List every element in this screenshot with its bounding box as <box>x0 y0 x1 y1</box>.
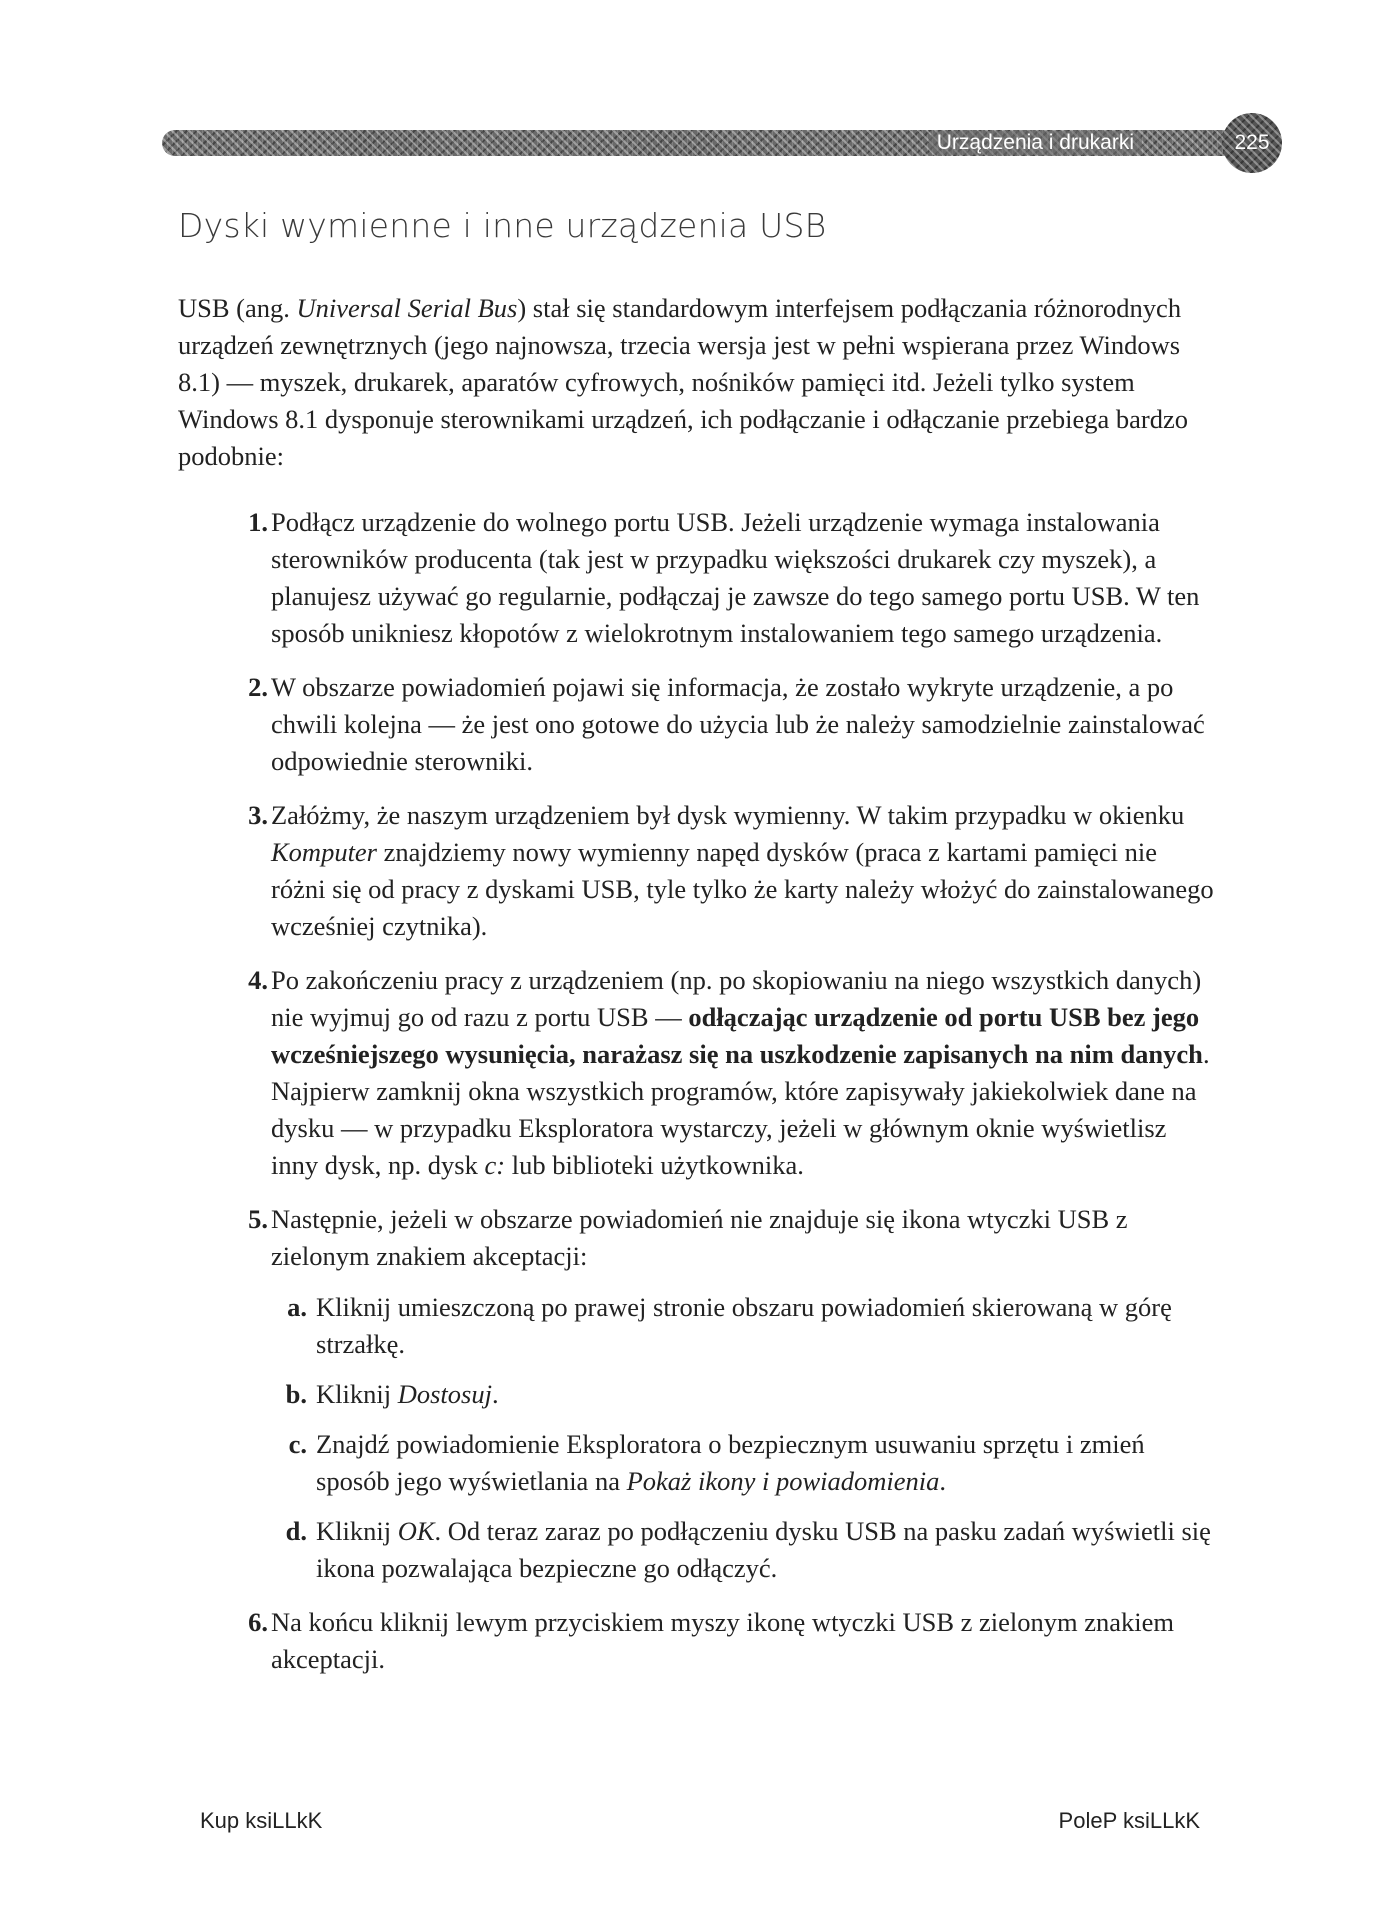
step-text <box>271 1201 1218 1275</box>
list-item <box>271 1513 1218 1587</box>
substep-text <box>316 1513 1218 1587</box>
step-text <box>271 669 1218 780</box>
list-item <box>271 1289 1218 1363</box>
step-number: 1. <box>248 507 268 537</box>
steps-list <box>178 504 1218 1678</box>
text-run: . Od teraz zaraz po podłączeniu dysku USB na pasku zadań wyświetli się ikona pozwalająca bezpieczne go odłączyć. <box>316 1516 1211 1583</box>
text-run: USB (ang. <box>178 293 297 323</box>
bold-text: odłączając urządzenie od portu USB bez jego wcześniejszego wysunięcia, narażasz się na uszkodzenie zapisanych na nim danych <box>271 1002 1203 1069</box>
section-title: Dyski wymienne i inne urządzenia USB <box>178 206 827 245</box>
step-text <box>271 962 1218 1184</box>
page-number: 225 <box>1234 131 1270 154</box>
text-run: Załóżmy, że naszym urządzeniem był dysk wymienny. W takim przypadku w okienku <box>271 800 1185 830</box>
text-run: W obszarze powiadomień pojawi się informacja, że zostało wykryte urządzenie, a po chwili kolejna — że jest ono gotowe do użycia lub że należy samodzielnie zainstalować odpowiednie sterowniki. <box>271 672 1205 776</box>
step-text <box>271 504 1218 652</box>
substep-letter: c. <box>288 1429 307 1459</box>
italic-text: Dostosuj <box>397 1379 492 1409</box>
list-item <box>178 797 1218 945</box>
text-run: Po zakończeniu pracy z urządzeniem (np. po skopiowaniu na niego wszystkich danych) nie wyjmuj go od razu z portu USB — <box>271 965 1202 1032</box>
list-item <box>271 1426 1218 1500</box>
step-text <box>271 1604 1218 1678</box>
list-item <box>178 962 1218 1184</box>
step-text <box>271 797 1218 945</box>
list-item <box>178 669 1218 780</box>
footer-buy-link[interactable]: Kup ksiLLkK <box>200 1808 323 1833</box>
text-run: . <box>939 1466 947 1496</box>
text-run: . <box>491 1379 499 1409</box>
substep-text <box>316 1426 1218 1500</box>
text-run: Kliknij umieszczoną po prawej stronie obszaru powiadomień skierowaną w górę strzałkę. <box>316 1292 1172 1359</box>
text-run: Następnie, jeżeli w obszarze powiadomień nie znajduje się ikona wtyczki USB z zielonym znakiem akceptacji: <box>271 1204 1128 1271</box>
substeps-list <box>271 1289 1218 1587</box>
step-number: 6. <box>248 1607 268 1637</box>
substep-letter: a. <box>287 1292 307 1322</box>
step-number: 5. <box>248 1204 268 1234</box>
text-run: ) stał się standardowym interfejsem podłączania różnorodnych urządzeń zewnętrznych (jego najnowsza, trzecia wersja jest w pełni wspierana przez Windows 8.1) — myszek, drukarek, aparatów cyfrowych, nośników pamięci itd. Jeżeli tylko system Windows 8.1 dysponuje sterownikami urządzeń, ich podłączanie i odłączanie przebiega bardzo podobnie: <box>178 293 1188 471</box>
substep-letter: b. <box>285 1379 307 1409</box>
header-section-title: Urządzenia i drukarki <box>929 131 1142 155</box>
italic-text: Pokaż ikony i powiadomienia <box>626 1466 940 1496</box>
italic-text: Universal Serial Bus <box>296 293 518 323</box>
step-number: 3. <box>248 800 268 830</box>
substep-text <box>316 1376 1218 1413</box>
text-run: Podłącz urządzenie do wolnego portu USB. Jeżeli urządzenie wymaga instalowania sterowników producenta (tak jest w przypadku większości drukarek czy myszek), a planujesz używać go regularnie, podłączaj je zawsze do tego samego portu USB. W ten sposób unikniesz kłopotów z wielokrotnym instalowaniem tego samego urządzenia. <box>271 507 1200 648</box>
list-item <box>178 1201 1218 1587</box>
step-number: 2. <box>248 672 268 702</box>
page-number-badge <box>1222 113 1282 173</box>
list-item <box>178 504 1218 652</box>
text-run: znajdziemy nowy wymienny napęd dysków (praca z kartami pamięci nie różni się od pracy z dyskami USB, tyle tylko że karty należy włożyć do zainstalowanego wcześniej czytnika). <box>271 837 1214 941</box>
list-item <box>178 1604 1218 1678</box>
italic-text: c: <box>484 1150 506 1180</box>
text-run: Kliknij <box>316 1516 398 1546</box>
text-run: Na końcu kliknij lewym przyciskiem myszy ikonę wtyczki USB z zielonym znakiem akceptacji. <box>271 1607 1175 1674</box>
footer-recommend-link[interactable]: PoleP ksiLLkK <box>1058 1808 1200 1833</box>
intro-paragraph <box>178 290 1218 475</box>
list-item <box>271 1376 1218 1413</box>
substep-letter: d. <box>285 1516 307 1546</box>
text-run: Kliknij <box>316 1379 398 1409</box>
italic-text: OK <box>397 1516 435 1546</box>
page-header <box>162 130 1282 156</box>
page-content <box>178 290 1218 1695</box>
text-run: lub biblioteki użytkownika. <box>505 1150 804 1180</box>
text-run: Znajdź powiadomienie Eksploratora o bezpiecznym usuwaniu sprzętu i zmień sposób jego wyświetlania na <box>316 1429 1145 1496</box>
step-number: 4. <box>248 965 268 995</box>
substep-text <box>316 1289 1218 1363</box>
italic-text: Komputer <box>271 837 377 867</box>
header-bar <box>162 130 1252 156</box>
text-run: . Najpierw zamknij okna wszystkich programów, które zapisywały jakiekolwiek dane na dysku — w przypadku Eksploratora wystarczy, jeżeli w głównym oknie wyświetlisz inny dysk, np. dysk <box>271 1039 1210 1180</box>
